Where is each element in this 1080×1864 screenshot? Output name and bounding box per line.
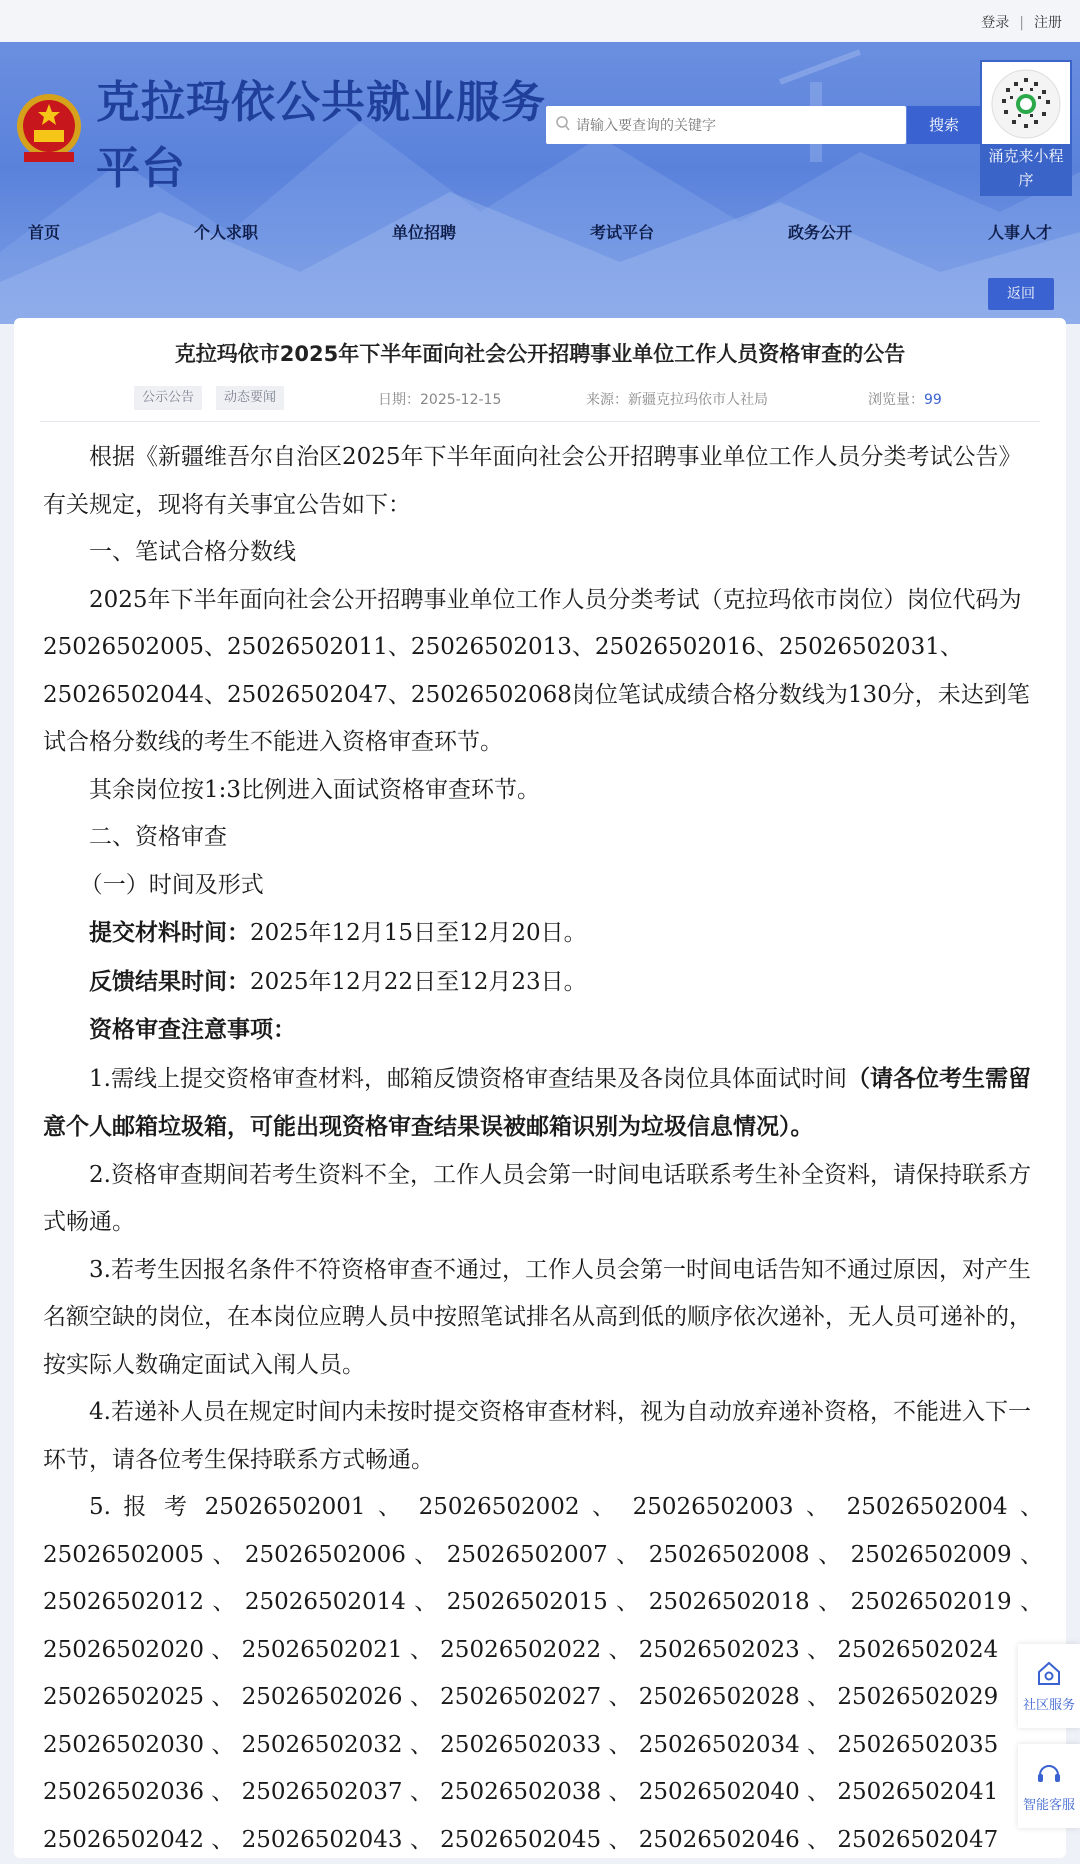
paragraph-intro: 根据《新疆维吾尔自治区2025年下半年面向社会公开招聘事业单位工作人员分类考试公告》有关规定，现将有关事宜公告如下： [43,434,1043,529]
search-button[interactable]: 搜索 [907,106,981,144]
article-date: 日期：2025-12-15 [378,389,501,409]
login-link[interactable]: 登录 [981,15,1009,31]
heading-written-score: 一、笔试合格分数线 [43,529,1043,577]
back-button[interactable]: 返回 [988,278,1054,310]
note-5-line: 25026502012 、 25026502014 、 25026502015 、 25026502018 、 25026502019 、 [43,1579,1043,1627]
nav-item-government-affairs[interactable]: 政务公开 [788,220,852,243]
feedback-time-label: 反馈结果时间： [89,968,250,995]
article-body [43,434,1043,1864]
note-5-line: 5. 报 考 25026502001 、 25026502002 、 25026502003 、 25026502004 、 [43,1484,1043,1532]
note-5-line: 25026502042 、 25026502043 、 25026502045 、 25026502046 、 25026502047 [43,1817,1043,1864]
heading-time-form: （一）时间及形式 [43,862,1043,910]
nav-item-recruitment[interactable]: 单位招聘 [392,220,456,243]
smart-assistant-label: 智能客服 [1018,1794,1080,1813]
notes-heading [43,1006,1043,1055]
note-2: 2.资格审查期间若考生资料不全，工作人员会第一时间电话联系考生补全资料，请保持联系方式畅通。 [43,1152,1043,1247]
nav-item-home[interactable]: 首页 [28,220,60,243]
heading-qualification: 二、资格审查 [43,814,1043,862]
site-title: 克拉玛依公共就业服务平台 [96,70,556,202]
submit-time-line [43,909,1043,958]
nav-item-job-seeking[interactable]: 个人求职 [194,220,258,243]
top-bar [0,0,1080,42]
submit-time-label: 提交材料时间： [89,919,250,946]
note-1-text: 1.需线上提交资格审查材料，邮箱反馈资格审查结果及各岗位具体面试时间 [89,1066,847,1092]
nav-item-hr-talent[interactable]: 人事人才 [988,220,1052,243]
home-service-icon [1037,1660,1061,1686]
feedback-time-value: 2025年12月22日至12月23日。 [250,969,587,995]
feedback-time-line [43,958,1043,1007]
article-card [14,318,1066,1858]
tag-announcement[interactable]: 公示公告 [134,386,202,410]
note-3: 3.若考生因报名条件不符资格审查不通过，工作人员会第一时间电话告知不通过原因，对产生名额空缺的岗位，在本岗位应聘人员中按照笔试排名从高到低的顺序依次递补，无人员可递补的，按实际人数确定面试入闱人员。 [43,1247,1043,1390]
meta-divider [40,421,1040,422]
view-count-value: 99 [924,392,942,408]
register-link[interactable]: 注册 [1034,15,1062,31]
paragraph-ratio: 其余岗位按1:3比例进入面试资格审查环节。 [43,767,1043,815]
note-1-emphasis: （请各位考生需留意个人邮箱垃圾箱，可能出现资格审查结果误被邮箱识别为垃圾信息情况）。 [43,1065,1031,1141]
community-service-widget[interactable] [1018,1644,1080,1728]
tag-news[interactable]: 动态要闻 [216,386,284,410]
nav-item-exam-platform[interactable]: 考试平台 [590,220,654,243]
note-5-line: 25026502005 、 25026502006 、 25026502007 、 25026502008 、 25026502009 、 [43,1532,1043,1580]
paragraph-score-line: 2025年下半年面向社会公开招聘事业单位工作人员分类考试（克拉玛依市岗位）岗位代码为25026502005、25026502011、25026502013、25026502016、25026502031、25026502044、25026502047、25026502068岗位笔试成绩合格分数线为130分，未达到笔试合格分数线的考生不能进入资格审查环节。 [43,577,1043,767]
article-source: 来源：新疆克拉玛依市人社局 [586,389,768,409]
search-input[interactable] [574,112,878,140]
view-count-label: 浏览量： [868,392,924,408]
qr-code-icon [990,68,1062,140]
notes-heading-text: 资格审查注意事项： [89,1016,296,1043]
smart-assistant-widget[interactable] [1018,1744,1080,1828]
header-banner [0,42,1080,324]
note-5-line: 25026502025 、 25026502026 、 25026502027 、 25026502028 、 25026502029 [43,1674,1043,1722]
search-icon [556,116,570,132]
headset-icon [1037,1760,1061,1786]
note-5-line: 25026502020 、 25026502021 、 25026502022 、 25026502023 、 25026502024 [43,1627,1043,1675]
note-4: 4.若递补人员在规定时间内未按时提交资格审查材料，视为自动放弃递补资格，不能进入下一环节，请各位考生保持联系方式畅通。 [43,1389,1043,1484]
article-title: 克拉玛依市2025年下半年面向社会公开招聘事业单位工作人员资格审查的公告 [14,338,1066,368]
mini-program-qr[interactable] [980,60,1072,196]
note-5-line: 25026502036 、 25026502037 、 25026502038 、 25026502040 、 25026502041 [43,1769,1043,1817]
view-count [868,389,942,409]
account-links [981,12,1062,32]
submit-time-value: 2025年12月15日至12月20日。 [250,920,587,946]
national-emblem-icon [14,90,84,168]
qr-caption: 涌克来小程序 [982,144,1070,194]
main-nav [0,220,1080,250]
search-box [546,106,906,144]
link-separator: | [1019,15,1024,31]
article-meta [14,386,1066,416]
note-5-line: 25026502030 、 25026502032 、 25026502033 、 25026502034 、 25026502035 [43,1722,1043,1770]
note-1 [43,1055,1043,1152]
community-service-label: 社区服务 [1018,1694,1080,1713]
